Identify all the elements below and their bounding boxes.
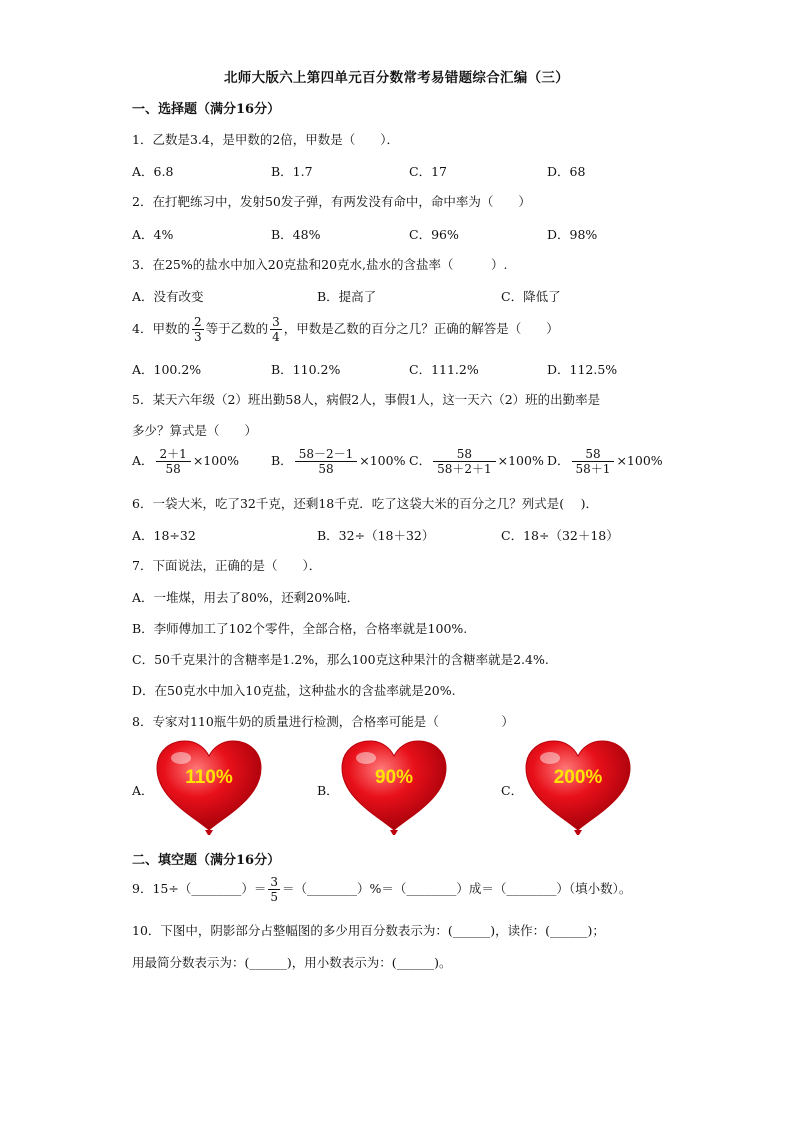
question-2: 2．在打靶练习中，发射50发子弹，有两发没有命中，命中率为（ ） [132, 194, 531, 209]
q4-suffix: ，甲数是乙数的百分之几？正确的解答是（ ） [283, 321, 559, 336]
question-7: 7．下面说法，正确的是（ ）． [132, 558, 322, 573]
question-3: 3．在25%的盐水中加入20克盐和20克水,盐水的含盐率（ ）. [132, 257, 508, 272]
q3-option-b[interactable]: B．提高了 [317, 289, 377, 304]
fraction-three-fifths: $\frac{3}{5}$ [270, 875, 278, 904]
q4-option-c[interactable]: C．111.2% [409, 362, 479, 377]
question-8: 8．专家对110瓶牛奶的质量进行检测，合格率可能是（ ） [132, 714, 514, 729]
q4-option-a[interactable]: A．100.2% [132, 362, 202, 377]
section-heading-choice: 一、选择题（满分16分） [132, 102, 281, 117]
heart-balloon-icon [522, 738, 634, 838]
section-heading-fill: 二、填空题（满分16分） [132, 853, 281, 868]
q5-option-b[interactable]: B． $\frac{58-2-1}{58}$ ×100% [271, 447, 406, 476]
q3-option-c[interactable]: C．降低了 [501, 289, 561, 304]
q1-option-b[interactable]: B．1.7 [271, 164, 313, 179]
q7-option-a[interactable]: A．一堆煤，用去了80%，还剩20%吨． [132, 590, 360, 605]
heart-balloon-b[interactable] [338, 738, 450, 838]
q7-option-d[interactable]: D．在50克水中加入10克盐，这种盐水的含盐率就是20%. [132, 683, 456, 698]
question-6: 6．一袋大米，吃了32千克，还剩18千克．吃了这袋大米的百分之几？列式是( )． [132, 496, 598, 511]
q8-option-b-label[interactable]: B． [317, 783, 339, 798]
question-10-line-1: 10．下图中，阴影部分占整幅图的多少用百分数表示为：(______)，读作：(______)； [132, 923, 605, 938]
q5-d-fraction: $\frac{58}{58+1}$ [572, 448, 615, 475]
fraction-three-quarters: $\frac{3}{4}$ [272, 315, 280, 344]
q3-option-a[interactable]: A．没有改变 [132, 289, 204, 304]
question-1: 1．乙数是3.4，是甲数的2倍，甲数是（ ）． [132, 132, 400, 147]
q2-option-d[interactable]: D．98% [547, 227, 598, 242]
q8-option-c-label[interactable]: C． [501, 783, 524, 798]
q5-option-a[interactable]: A． $\frac{2+1}{58}$ ×100% [132, 447, 240, 476]
q4-option-d[interactable]: D．112.5% [547, 362, 618, 377]
q4-option-b[interactable]: B．110.2% [271, 362, 341, 377]
question-5-line-2: 多少？算式是（ ） [132, 423, 258, 438]
q5-a-fraction: $\frac{2+1}{58}$ [156, 448, 191, 475]
heart-b-value: 90% [374, 767, 414, 788]
q1-option-a[interactable]: A．6.8 [132, 164, 174, 179]
page-title: 北师大版六上第四单元百分数常考易错题综合汇编（三） [224, 70, 569, 86]
q5-option-c[interactable]: C． $\frac{58}{58+2+1}$ ×100% [409, 447, 544, 476]
q5-c-fraction: $\frac{58}{58+2+1}$ [433, 448, 496, 475]
q6-option-c[interactable]: C．18÷（32＋18） [501, 528, 619, 543]
question-9: 9．15÷（________）＝ $\frac{3}{5}$ ＝（________）%＝（________）成＝（________）（填小数）。 [132, 875, 632, 904]
q2-option-c[interactable]: C．96% [409, 227, 459, 242]
q5-option-d[interactable]: D． $\frac{58}{58+1}$ ×100% [547, 447, 663, 476]
q1-option-d[interactable]: D．68 [547, 164, 586, 179]
heart-balloon-a[interactable] [153, 738, 265, 838]
q5-b-fraction: $\frac{58-2-1}{58}$ [295, 448, 358, 475]
q4-middle: 等于乙数的 [205, 321, 269, 336]
q2-option-a[interactable]: A．4% [132, 227, 174, 242]
heart-c-value: 200% [553, 767, 603, 788]
heart-a-value: 110% [185, 767, 233, 788]
q1-option-c[interactable]: C．17 [409, 164, 447, 179]
heart-balloon-icon [338, 738, 450, 838]
q7-option-c[interactable]: C．50千克果汁的含糖率是1.2%，那么100克这种果汁的含糖率就是2.4%. [132, 652, 549, 667]
q6-option-b[interactable]: B．32÷（18＋32） [317, 528, 435, 543]
fraction-two-thirds: $\frac{2}{3}$ [193, 315, 202, 344]
heart-balloon-c[interactable] [522, 738, 634, 838]
q2-option-b[interactable]: B．48% [271, 227, 321, 242]
question-5-line-1: 5．某天六年级（2）班出勤58人，病假2人，事假1人，这一天六（2）班的出勤率是 [132, 392, 601, 407]
q4-prefix: 4．甲数的 [132, 321, 190, 336]
q8-option-a-label[interactable]: A． [132, 783, 154, 798]
q7-option-b[interactable]: B．李师傅加工了102个零件，全部合格，合格率就是100%. [132, 621, 468, 636]
q6-option-a[interactable]: A．18÷32 [132, 528, 196, 543]
heart-balloon-icon [153, 738, 265, 838]
question-4 [132, 316, 559, 343]
question-10-line-2: 用最简分数表示为：(______)，用小数表示为：(______)。 [132, 955, 452, 970]
